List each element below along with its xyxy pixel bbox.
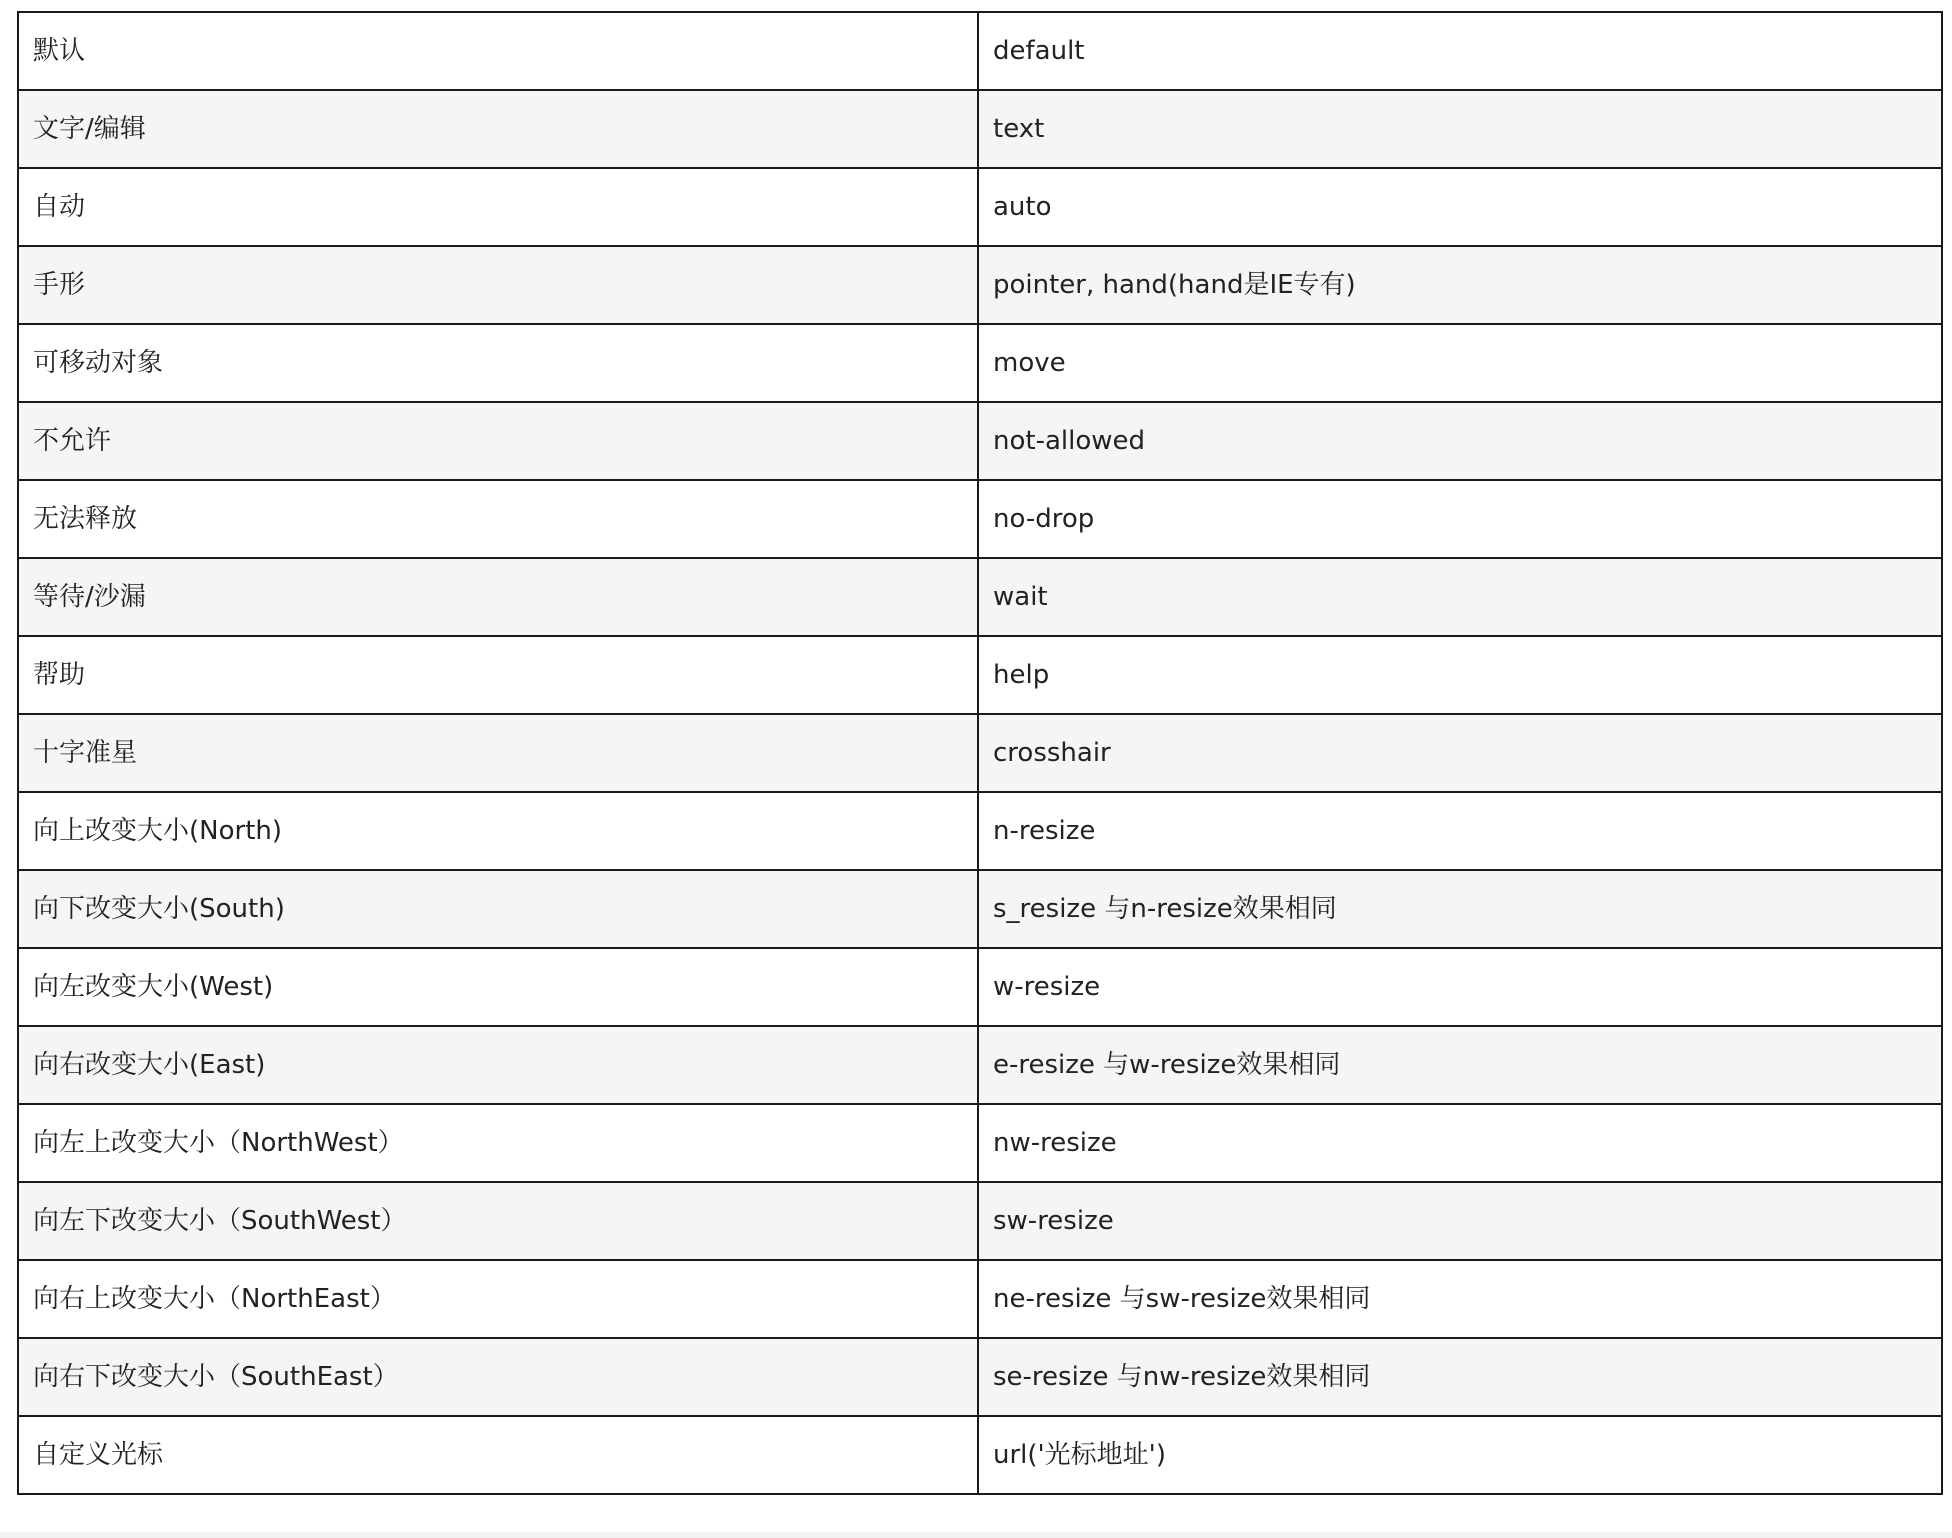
cursor-value-cell: n-resize <box>978 792 1942 870</box>
table-row <box>18 558 1942 636</box>
table-row <box>18 636 1942 714</box>
cursor-description-cell: 等待/沙漏 <box>18 558 978 636</box>
cursor-description-cell: 自动 <box>18 168 978 246</box>
cursor-value-cell: ne-resize 与sw-resize效果相同 <box>978 1260 1942 1338</box>
cursor-value-cell: e-resize 与w-resize效果相同 <box>978 1026 1942 1104</box>
cursor-description-cell: 文字/编辑 <box>18 90 978 168</box>
cursor-value-cell: pointer, hand(hand是IE专有) <box>978 246 1942 324</box>
cursor-value-cell: se-resize 与nw-resize效果相同 <box>978 1338 1942 1416</box>
cursor-description-cell: 十字准星 <box>18 714 978 792</box>
cursor-value-cell: help <box>978 636 1942 714</box>
cursor-description-cell: 手形 <box>18 246 978 324</box>
cursor-description-cell: 向左下改变大小（SouthWest） <box>18 1182 978 1260</box>
table-row <box>18 12 1942 90</box>
cursor-description-cell: 向右改变大小(East) <box>18 1026 978 1104</box>
cursor-value-cell: w-resize <box>978 948 1942 1026</box>
cursor-value-cell: s_resize 与n-resize效果相同 <box>978 870 1942 948</box>
table-row <box>18 1260 1942 1338</box>
cursor-style-table <box>17 11 1943 1495</box>
table-row <box>18 1416 1942 1494</box>
table-row <box>18 1026 1942 1104</box>
table-row <box>18 1104 1942 1182</box>
cursor-value-cell: move <box>978 324 1942 402</box>
cursor-description-cell: 向左改变大小(West) <box>18 948 978 1026</box>
cursor-description-cell: 无法释放 <box>18 480 978 558</box>
cursor-value-cell: text <box>978 90 1942 168</box>
cursor-description-cell: 自定义光标 <box>18 1416 978 1494</box>
cursor-description-cell: 不允许 <box>18 402 978 480</box>
table-row <box>18 402 1942 480</box>
table-row <box>18 90 1942 168</box>
table-row <box>18 168 1942 246</box>
cursor-value-cell: crosshair <box>978 714 1942 792</box>
cursor-description-cell: 默认 <box>18 12 978 90</box>
cursor-description-cell: 向左上改变大小（NorthWest） <box>18 1104 978 1182</box>
cursor-description-cell: 向下改变大小(South) <box>18 870 978 948</box>
table-row <box>18 480 1942 558</box>
table-row <box>18 1182 1942 1260</box>
cursor-value-cell: sw-resize <box>978 1182 1942 1260</box>
table-row <box>18 948 1942 1026</box>
table-row <box>18 714 1942 792</box>
table-row <box>18 324 1942 402</box>
cursor-value-cell: url('光标地址') <box>978 1416 1942 1494</box>
cursor-description-cell: 帮助 <box>18 636 978 714</box>
cursor-description-cell: 向上改变大小(North) <box>18 792 978 870</box>
cursor-value-cell: not-allowed <box>978 402 1942 480</box>
table-row <box>18 870 1942 948</box>
page-bottom-edge <box>0 1532 1952 1538</box>
cursor-description-cell: 向右下改变大小（SouthEast） <box>18 1338 978 1416</box>
table-row <box>18 1338 1942 1416</box>
cursor-value-cell: nw-resize <box>978 1104 1942 1182</box>
cursor-value-cell: no-drop <box>978 480 1942 558</box>
cursor-description-cell: 向右上改变大小（NorthEast） <box>18 1260 978 1338</box>
cursor-value-cell: wait <box>978 558 1942 636</box>
cursor-description-cell: 可移动对象 <box>18 324 978 402</box>
cursor-value-cell: auto <box>978 168 1942 246</box>
table-row <box>18 792 1942 870</box>
table-body <box>18 12 1942 1494</box>
table-row <box>18 246 1942 324</box>
cursor-value-cell: default <box>978 12 1942 90</box>
